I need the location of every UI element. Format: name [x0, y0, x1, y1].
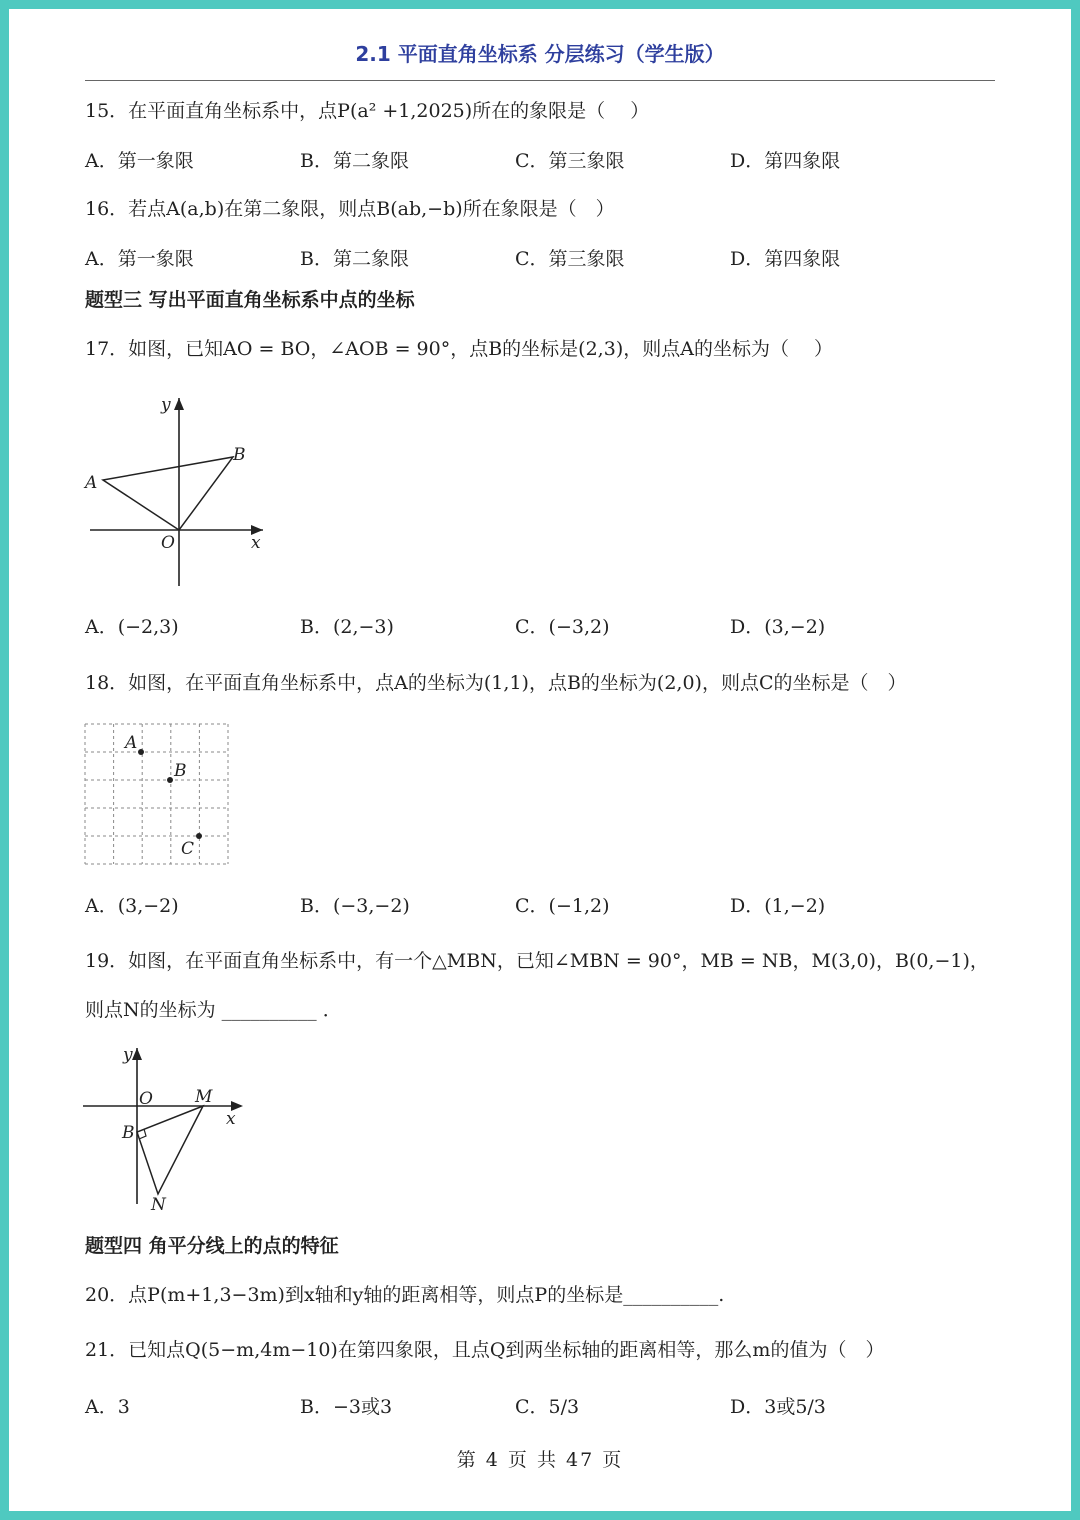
q17-origin-label: O [161, 533, 175, 553]
q16-option-c[interactable]: C．第三象限 [515, 248, 625, 270]
q21-stem: 21．已知点Q(5−m,4m−10)在第四象限，且点Q到两坐标轴的距离相等，那么m的值为（ ） [85, 1339, 885, 1361]
section-heading-3: 题型三 写出平面直角坐标系中点的坐标 [85, 289, 415, 311]
q15-option-b[interactable]: B．第二象限 [300, 150, 409, 172]
q19-stem-continued: 则点N的坐标为 __________ ． [85, 999, 342, 1021]
q19-y-label: y [123, 1045, 133, 1065]
q19-point-b-label: B [122, 1123, 135, 1143]
q16-option-d[interactable]: D．第四象限 [730, 248, 841, 270]
q20-stem: 20．点P(m+1,3−3m)到x轴和y轴的距离相等，则点P的坐标是__________. [85, 1284, 725, 1306]
q18-point-b-label: B [174, 761, 187, 781]
q19-x-label: x [226, 1109, 236, 1129]
q18-stem: 18．如图，在平面直角坐标系中，点A的坐标为(1,1)，点B的坐标为(2,0)，则点C的坐标是（ ） [85, 672, 907, 694]
page-header-title: 2.1 平面直角坐标系 分层练习（学生版） [355, 42, 725, 66]
q17-option-c[interactable]: C．(−3,2) [515, 616, 610, 638]
q19-figure [83, 1044, 248, 1214]
section-heading-4: 题型四 角平分线上的点的特征 [85, 1235, 339, 1257]
header-divider [85, 80, 995, 81]
q17-point-a-label: A [85, 473, 98, 493]
q16-stem: 16．若点A(a,b)在第二象限，则点B(ab,−b)所在象限是（ ） [85, 198, 615, 220]
q17-option-a[interactable]: A．(−2,3) [85, 616, 179, 638]
q16-option-b[interactable]: B．第二象限 [300, 248, 409, 270]
q18-point-a-label: A [125, 733, 138, 753]
q15-option-a[interactable]: A．第一象限 [85, 150, 194, 172]
q17-option-d[interactable]: D．(3,−2) [730, 616, 826, 638]
q21-option-a[interactable]: A．3 [85, 1396, 130, 1418]
q18-option-b[interactable]: B．(−3,−2) [300, 895, 410, 917]
q18-option-a[interactable]: A．(3,−2) [85, 895, 179, 917]
q15-option-c[interactable]: C．第三象限 [515, 150, 625, 172]
q17-stem: 17．如图，已知AO = BO，∠AOB = 90°，点B的坐标是(2,3)，则点A的坐标为（ ） [85, 338, 833, 360]
q17-point-b-label: B [233, 445, 246, 465]
q18-option-c[interactable]: C．(−1,2) [515, 895, 610, 917]
q16-option-a[interactable]: A．第一象限 [85, 248, 194, 270]
q17-y-label: y [161, 395, 171, 415]
q19-point-m-label: M [195, 1087, 213, 1107]
q15-option-d[interactable]: D．第四象限 [730, 150, 841, 172]
q18-point-c-label: C [181, 839, 195, 859]
q17-figure [85, 390, 275, 590]
q17-x-label: x [251, 533, 261, 553]
q19-origin-label: O [139, 1089, 153, 1109]
q17-option-b[interactable]: B．(2,−3) [300, 616, 394, 638]
q19-point-n-label: N [151, 1195, 166, 1215]
q21-option-d[interactable]: D．3或5/3 [730, 1396, 826, 1418]
q21-option-c[interactable]: C．5/3 [515, 1396, 580, 1418]
q19-stem: 19．如图，在平面直角坐标系中，有一个△MBN，已知∠MBN = 90°，MB = NB，M(3,0)，B(0,−1)， [85, 950, 989, 972]
page-footer: 第 4 页 共 47 页 [456, 1449, 624, 1471]
q18-option-d[interactable]: D．(1,−2) [730, 895, 826, 917]
q21-option-b[interactable]: B．−3或3 [300, 1396, 393, 1418]
q15-stem: 15．在平面直角坐标系中，点P(a² +1,2025)所在的象限是（ ） [85, 100, 650, 122]
q18-grid-figure [85, 724, 230, 866]
